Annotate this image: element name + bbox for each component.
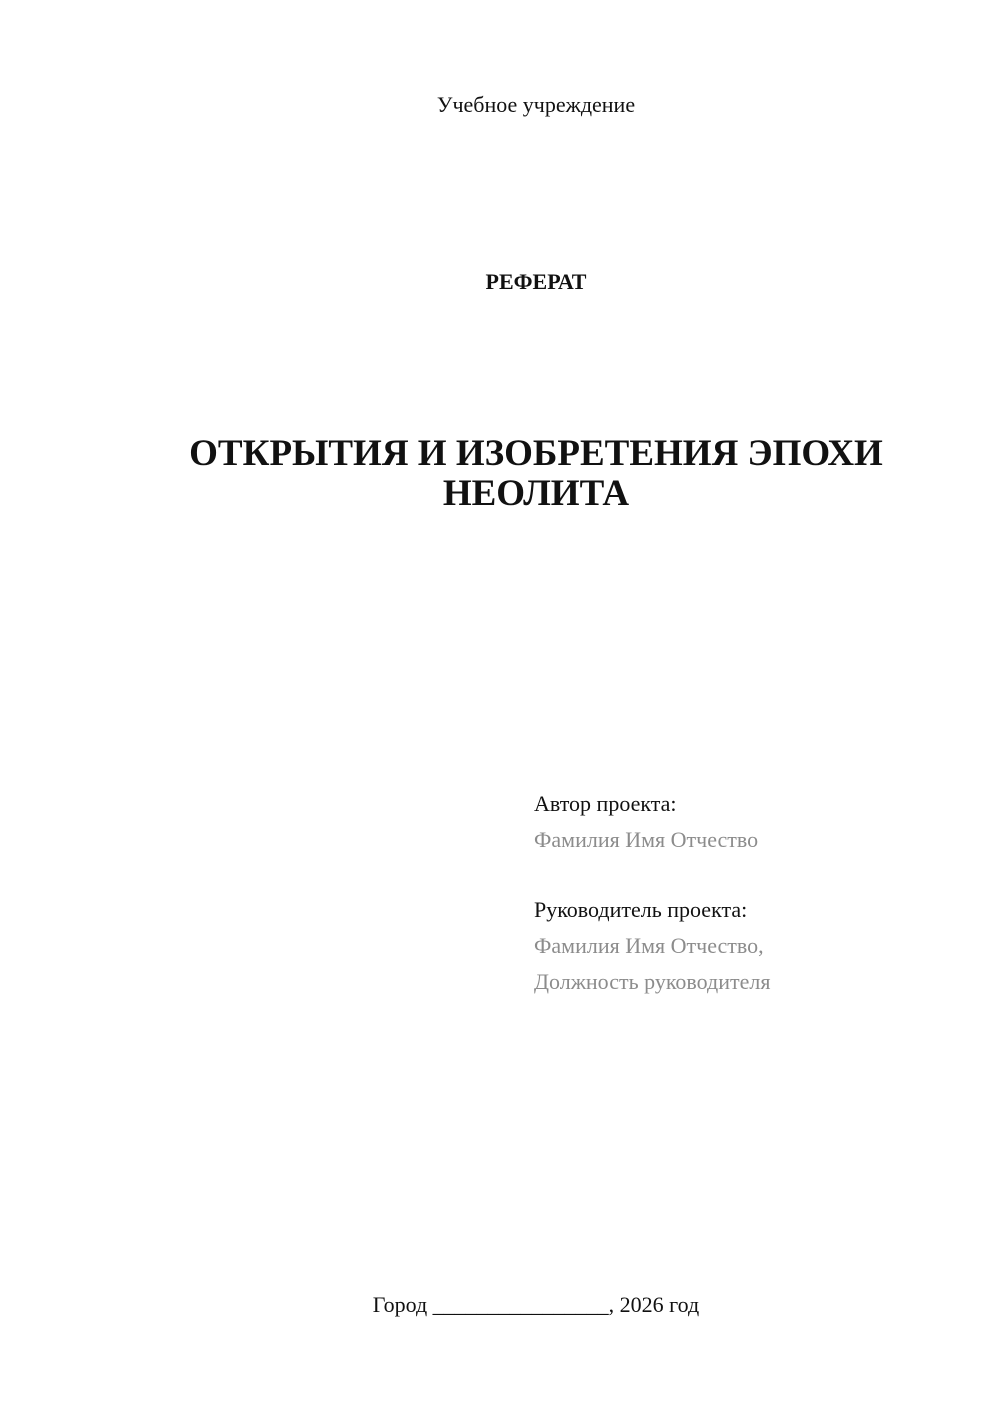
title-line-1: ОТКРЫТИЯ И ИЗОБРЕТЕНИЯ ЭПОХИ: [189, 433, 883, 474]
author-label: Автор проекта:: [534, 791, 677, 816]
institution-name: Учебное учреждение: [436, 92, 636, 117]
credits-block: [534, 786, 974, 1000]
supervisor-position: Должность руководителя: [534, 969, 771, 994]
author-name: Фамилия Имя Отчество: [534, 827, 759, 852]
supervisor-name: Фамилия Имя Отчество,: [534, 933, 764, 958]
document-type: РЕФЕРАТ: [485, 269, 587, 294]
title-line-2: НЕОЛИТА: [442, 473, 630, 514]
credits-spacer: [534, 858, 974, 892]
document-title: [130, 434, 942, 514]
supervisor-label: Руководитель проекта:: [534, 897, 748, 922]
city-year-line: Город ________________, 2026 год: [372, 1292, 700, 1317]
